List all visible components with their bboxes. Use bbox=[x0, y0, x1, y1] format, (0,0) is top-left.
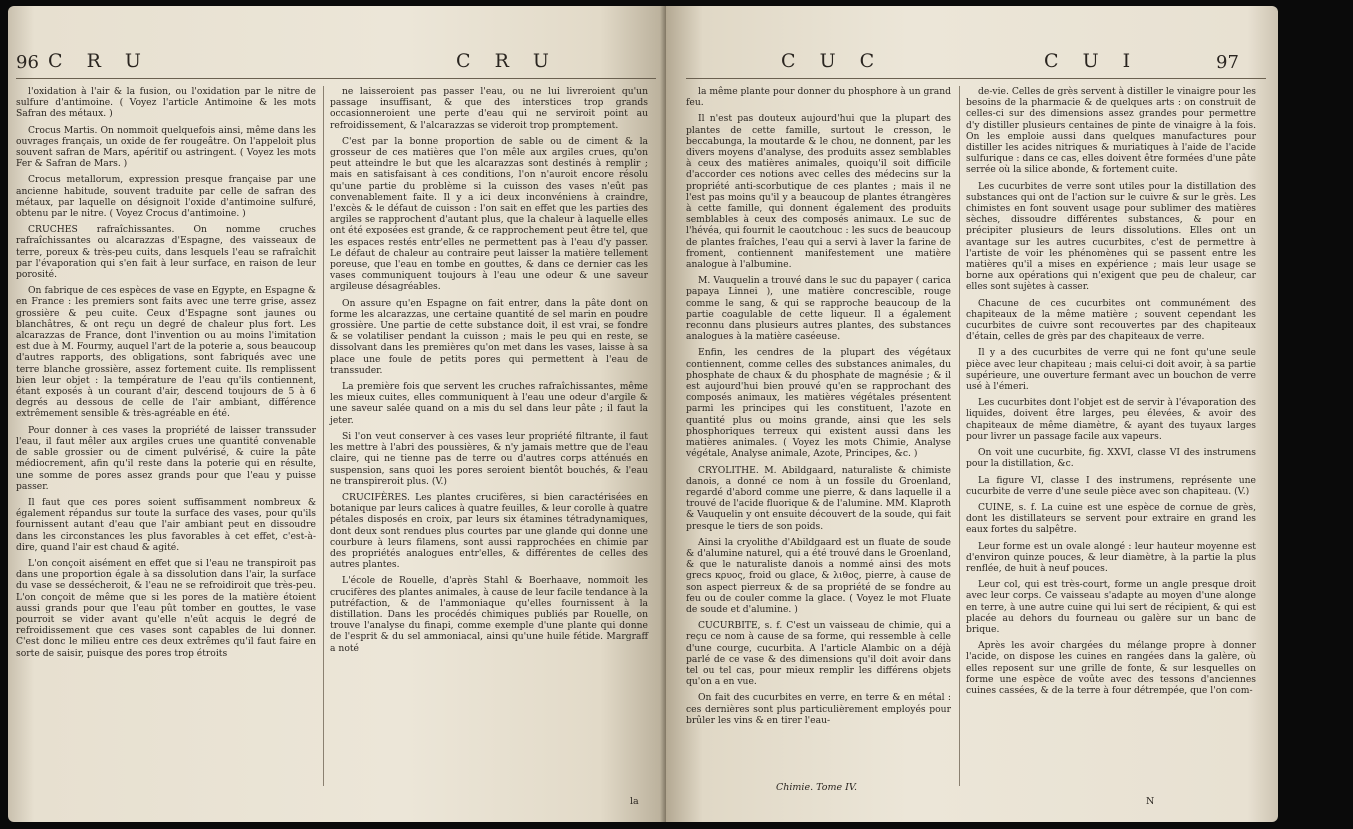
header-rule-left bbox=[16, 78, 656, 79]
paragraph: CRUCIFÈRES. Les plantes crucifères, si bien caractérisées en botanique par leurs calices à quatre feuilles, & leur corolle à quatre pétales disposés en croix, par leurs six étamines tétradynamiques, dont deux sont rendues plus courtes par une glande qui donne une courbure à leurs filamens, sont aussi rapprochées en chimie par des propriétés analogues entr'elles, & différentes de celles des autres plantes. bbox=[330, 491, 648, 571]
paragraph: CUINE, s. f. La cuine est une espèce de cornue de grès, dont les distillateurs se servent pour extraire en grand les eaux fortes du salpêtre. bbox=[966, 501, 1256, 536]
paragraph: Si l'on veut conserver à ces vases leur propriété filtrante, il faut les mettre à l'abri des poussières, & n'y jamais mettre que de l'eau claire, qui ne tienne pas de terre ou d'autres corps atténués en suspension, sans quoi les pores seroient bientôt bouchés, & l'eau ne transpireroit plus. (V.) bbox=[330, 430, 648, 487]
paragraph: Les cucurbites dont l'objet est de servir à l'évaporation des liquides, doivent être larges, peu élevées, & avoir des chapiteaux de même diamètre, & ayant des tuyaux larges pour livrer un passage facile aux vapeurs. bbox=[966, 397, 1256, 442]
catchword: la bbox=[630, 796, 639, 807]
running-head-right-1: C U C bbox=[781, 50, 884, 72]
paragraph: Ainsi la cryolithe d'Abildgaard est un fluate de soude & d'alumine naturel, qui a été trouvé dans le Groenland, & que le naturaliste danois a nommé ainsi des mots grecs κρυος, froid ou glace, & λιθος, pierre, à cause de son aspect pierreux & de sa propriété de se fondre au feu ou de couler comme la glace. ( Voyez le mot Fluate de soude et d'alumine. ) bbox=[686, 536, 951, 615]
column-divider-right bbox=[959, 86, 960, 786]
paragraph: CRUCHES rafraîchissantes. On nomme cruches rafraîchissantes ou alcarazzas d'Espagne, des vaisseaux de terre, poreux & très-peu cuits, dans lesquels l'eau se rafraîchit par l'évaporation qui s'en fait à leur surface, en raison de leur porosité. bbox=[16, 224, 316, 281]
paragraph: Après les avoir chargées du mélange propre à donner l'acide, on dispose les cuines en rangées dans la galère, où elles reposent sur une grille de fonte, & sur lesquelles on forme une espèce de voûte avec des tessons d'anciennes cuines cassées, & de la terre à four détrempée, que l'on com- bbox=[966, 640, 1256, 696]
paragraph: Chacune de ces cucurbites ont communément des chapiteaux de la même matière ; souvent cependant les cucurbites de cuivre sont recouvertes par des chapiteaux d'étain, celles de grès par des chapiteaux de verre. bbox=[966, 297, 1256, 343]
footer-volume: Chimie. Tome IV. bbox=[776, 782, 858, 793]
right-page bbox=[666, 6, 1278, 822]
running-head-left-2: C R U bbox=[456, 50, 558, 72]
paragraph: L'on conçoit aisément en effet que si l'eau ne transpiroit pas dans une proportion égale à sa dissolution dans l'air, la surface du vase se dessécheroit, & l'eau ne se refroidiroit que très-peu. L'on conçoit de même que si les pores de la matière étoient aussi grands pour que l'eau pût tomber en gouttes, le vase pourroit se vider avant qu'elle n'eût acquis le degré de refroidissement que ces vases sont capables de lui donner. C'est donc le milieu entre ces deux extrêmes qu'il faut faire en sorte de saisir, puisque des pores trop étroits bbox=[16, 557, 316, 659]
column-divider-left bbox=[323, 86, 324, 786]
paragraph: de-vie. Celles de grès servent à distiller le vinaigre pour les besoins de la pharmacie & de quelques arts : on construit de celles-ci sur des dimensions assez grandes pour permettre d'y distiller plusieurs centaines de pinte de vinaigre à la fois. On les emploie aussi dans quelques manufactures pour distiller les acides nitriques & muriatiques à l'aide de l'acide sulfurique : dans ce cas, elles doivent être formées d'une pâte serrée où la silice abonde, & fortement cuite. bbox=[966, 86, 1256, 176]
left-page bbox=[8, 6, 666, 822]
page-number-right: 97 bbox=[1216, 52, 1239, 73]
page-number-left: 96 bbox=[16, 52, 39, 73]
paragraph: M. Vauquelin a trouvé dans le suc du papayer ( carica papaya Linnei ), une matière concrescible, rouge comme le sang, & qui se rapproche beaucoup de la partie coagulable de cette liqueur. Il a également reconnu dans plusieurs autres plantes, des substances analogues à la matière caséeuse. bbox=[686, 275, 951, 343]
paragraph: la même plante pour donner du phosphore à un grand feu. bbox=[686, 86, 952, 109]
left-column-2 bbox=[330, 86, 648, 659]
paragraph: CUCURBITE, s. f. C'est un vaisseau de chimie, qui a reçu ce nom à cause de sa forme, qui ressemble à celle d'une courge, cucurbita. A l'article Alambic on a déjà parlé de ce vase & des dimensions qu'il doit avoir dans tel ou tel cas, pour mieux remplir les différens objets qu'on a en vue. bbox=[686, 620, 951, 688]
running-head-right-2: C U I bbox=[1044, 50, 1140, 72]
running-head-left-1: C R U bbox=[48, 50, 150, 72]
paragraph: Il y a des cucurbites de verre qui ne font qu'une seule pièce avec leur chapiteau ; mais celui-ci doit avoir, à sa partie supérieure, une ouverture fermant avec un bouchon de verre usé à l'émeri. bbox=[966, 347, 1256, 393]
paragraph: On assure qu'en Espagne on fait entrer, dans la pâte dont on forme les alcarazzas, une certaine quantité de sel marin en poudre grossière. Une partie de cette substance doit, il est vrai, se fondre & se volatiliser pendant la cuisson ; mais le peu qui en reste, se dissolvant dans les premières qu'on met dans les vases, laisse à sa place une foule de petits pores qui permettent à l'eau de transsuder. bbox=[330, 297, 648, 376]
paragraph: l'oxidation à l'air & la fusion, ou l'oxidation par le nitre de sulfure d'antimoine. ( Voyez l'article Antimoine & les mots Safran des métaux. ) bbox=[16, 86, 316, 120]
paragraph: La première fois que servent les cruches rafraîchissantes, même les mieux cuites, elles communiquent à l'eau une odeur d'argile & une saveur salée quand on a mis du sel dans leur pâte ; il faut la jeter. bbox=[330, 381, 648, 426]
paragraph: CRYOLITHE. M. Abildgaard, naturaliste & chimiste danois, a donné ce nom à un fossile du Groenland, regardé d'abord comme une pierre, & dans laquelle il a trouvé de l'acide fluorique & de l'alumine. MM. Klaproth & Vauquelin y ont ensuite découvert de la soude, qui fait presque le tiers de son poids. bbox=[686, 464, 951, 532]
paragraph: Les cucurbites de verre sont utiles pour la distillation des substances qui ont de l'action sur le cuivre & sur le grès. Les chimistes en font souvent usage pour sublimer des matières sèches, dissoudre différentes substances, & pour en précipiter plusieurs de leurs dissolutions. Elles ont un avantage sur les autres cucurbites, c'est de permettre à l'artiste de voir les phénomènes qui se passent entre les matières qu'il a mises en expérience ; mais leur usage se borne aux opérations qui n'exigent que peu de chaleur, car elles sont sujètes à casser. bbox=[966, 180, 1256, 293]
right-column-1 bbox=[686, 86, 951, 731]
paragraph: L'école de Rouelle, d'après Stahl & Boerhaave, nommoit les crucifères des plantes animales, à cause de leur facile tendance à la putréfaction, & de l'ammoniaque qu'elles fournissent à la distillation. Dans les procédés chimiques publiés par Rouelle, on trouve l'analyse du finapi, comme exemple d'une plante qui donne de l'esprit & du sel ammoniacal, ainsi qu'une huile fétide. Margraff a noté bbox=[330, 575, 648, 654]
paragraph: On fait des cucurbites en verre, en terre & en métal : ces dernières sont plus particulièrement employés pour brûler les vins & en tirer l'eau- bbox=[686, 692, 951, 726]
header-rule-right bbox=[686, 78, 1266, 79]
paragraph: Il faut que ces pores soient suffisamment nombreux & également répandus sur toute la surface des vases, pour qu'ils fournissent autant d'eau que l'air ambiant peut en dissoudre dans les circonstances les plus favorables à cet effet, c'est-à-dire, quand l'air est chaud & agité. bbox=[16, 496, 316, 553]
paragraph: Leur col, qui est très-court, forme un angle presque droit avec leur corps. Ce vaisseau s'adapte au moyen d'une alonge en terre, à une autre cuine qui lui sert de récipient, & qui est placée au dehors du fourneau ou galère sur un banc de brique. bbox=[966, 579, 1256, 635]
paragraph: Il n'est pas douteux aujourd'hui que la plupart des plantes de cette famille, surtout le cresson, le beccabunga, la moutarde & le chou, ne donnent, par les divers moyens d'analyse, des produits assez semblables à ceux des matières animales, quoiqu'il soit difficile d'accorder ces notions avec celles des médecins sur la propriété anti-scorbutique de ces plantes ; mais il ne l'est pas moins qu'il y a beaucoup de plantes étrangères à cette famille, qui donnent également des produits semblables à ceux des composés animaux. Le suc de l'hévéa, qui fournit le caoutchouc : les sucs de beaucoup de plantes fraîches, l'eau qui a servi à laver la farine de froment, contiennent manifestement une matière analogue à l'albumine. bbox=[686, 113, 951, 271]
paragraph: On fabrique de ces espèces de vase en Egypte, en Espagne & en France : les premiers sont faits avec une terre grise, assez grossière & peu cuite. Ceux d'Espagne sont jaunes ou blanchâtres, & ont reçu un degré de chaleur plus fort. Les alcarazzas de France, dont l'invention ou au moins l'imitation est due à M. Fourmy, auquel l'art de la poterie a, sous beaucoup d'autres rapports, des obligations, sont fabriqués avec une terre blanche grossière, assez fortement cuite. Ils remplissent bien leur objet : la température de l'eau qu'ils contiennent, étant exposés à un courant d'air, descend toujours de 5 à 6 degrés au dessous de celle de l'air ambiant, différence extrêmement sensible & très-agréable en été. bbox=[16, 285, 316, 420]
paragraph: On voit une cucurbite, fig. XXVI, classe VI des instrumens pour la distillation, &c. bbox=[966, 447, 1256, 470]
paragraph: Leur forme est un ovale alongé : leur hauteur moyenne est d'environ quinze pouces, & leur diamètre, à la partie la plus renflée, de huit à neuf pouces. bbox=[966, 540, 1256, 574]
signature-mark: N bbox=[1146, 796, 1155, 807]
paragraph: Crocus Martis. On nommoit quelquefois ainsi, même dans les ouvrages français, un oxide de fer rougeâtre. On l'appeloit plus souvent safran de Mars, apéritif ou astringent. ( Voyez les mots Fer & Safran de Mars. ) bbox=[16, 124, 316, 170]
paragraph: La figure VI, classe I des instrumens, représente une cucurbite de verre d'une seule pièce avec son chapiteau. (V.) bbox=[966, 474, 1256, 497]
paragraph: Pour donner à ces vases la propriété de laisser transsuder l'eau, il faut mêler aux argiles crues une quantité convenable de sable grossier ou de ciment pulvérisé, & cuire la pâte médiocrement, afin qu'il reste dans la poterie qui en résulte, une somme de pores assez grands pour que l'eau y puisse passer. bbox=[16, 424, 316, 492]
paragraph: ne laisseroient pas passer l'eau, ou ne lui livreroient qu'un passage insuffisant, & que des interstices trop grands occasionneroient une perte d'eau qui ne serviroit point au refroidissement, & l'alcarazzas se videroit trop promptement. bbox=[330, 86, 648, 131]
paragraph: C'est par la bonne proportion de sable ou de ciment & la grosseur de ces matières que l'on mêle aux argiles crues, qu'on peut atteindre le but que les alcarazzas sont destinés à remplir ; mais en satisfaisant à ces conditions, l'on n'auroit encore résolu qu'une partie du problème si la cuisson des vases n'eût pas convenablement faite. Il y a ici deux inconvéniens à craindre, l'excès & le défaut de cuisson : l'on sait en effet que les parties des argiles se rapprochent d'autant plus, que la chaleur à laquelle elles ont été exposées est grande, & ce rapprochement peut être tel, que les espaces restés entr'elles ne permettent pas à l'eau d'y passer. Le défaut de chaleur au contraire peut laisser la matière tellement poreuse, que l'eau en tombe en gouttes, & dans ce dernier cas les vases communiquent toujours à l'eau une odeur & une saveur argileuse désagréables. bbox=[330, 135, 648, 293]
left-column-1 bbox=[16, 86, 316, 664]
paragraph: Enfin, les cendres de la plupart des végétaux contiennent, comme celles des substances animales, du phosphate de chaux & du phosphate de magnésie ; & il est aujourd'hui bien prouvé qu'en se rapprochant des composés animaux, les matières végétales présentent parmi les principes qui les constituent, l'azote en quantité plus ou moins grande, ainsi que les sels phosphoriques terreux qui existent aussi dans les matières animales. ( Voyez les mots Chimie, Analyse végétale, Analyse animale, Azote, Principes, &c. ) bbox=[686, 347, 951, 460]
right-column-2 bbox=[966, 86, 1256, 701]
paragraph: Crocus metallorum, expression presque française par une ancienne habitude, souvent traduite par celle de safran des métaux, par laquelle on désignoit l'oxide d'antimoine sulfuré, obtenu par le nitre. ( Voyez Crocus d'antimoine. ) bbox=[16, 174, 316, 220]
